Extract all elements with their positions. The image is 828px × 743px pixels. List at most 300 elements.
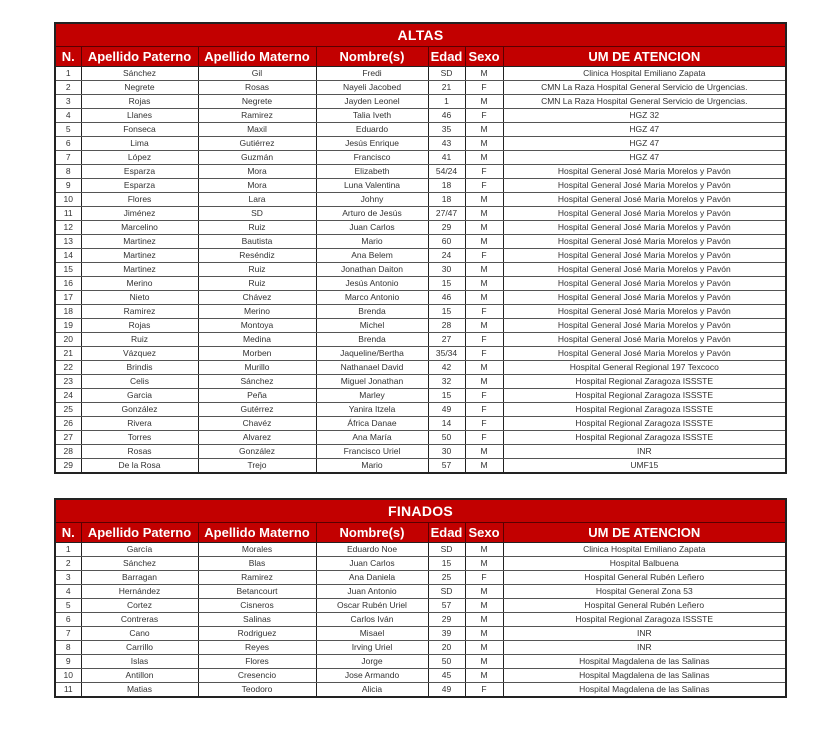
cell-edad: 60 bbox=[428, 235, 465, 249]
cell-row-number: 19 bbox=[55, 319, 81, 333]
cell-um-de-atencion: Clinica Hospital Emiliano Zapata bbox=[503, 543, 786, 557]
cell-apellido-materno: Gil bbox=[198, 67, 316, 81]
cell-sexo: M bbox=[465, 585, 503, 599]
cell-edad: 57 bbox=[428, 459, 465, 474]
cell-edad: 15 bbox=[428, 277, 465, 291]
table-row bbox=[55, 571, 786, 585]
cell-sexo: M bbox=[465, 67, 503, 81]
cell-edad: 49 bbox=[428, 683, 465, 698]
cell-um-de-atencion: Hospital General José Maria Morelos y Pavón bbox=[503, 207, 786, 221]
table-row bbox=[55, 655, 786, 669]
cell-nombre: Miguel Jonathan bbox=[316, 375, 428, 389]
cell-edad: 28 bbox=[428, 319, 465, 333]
cell-um-de-atencion: Hospital General José Maria Morelos y Pavón bbox=[503, 347, 786, 361]
cell-nombre: Nayeli Jacobed bbox=[316, 81, 428, 95]
cell-edad: 46 bbox=[428, 291, 465, 305]
table-row bbox=[55, 347, 786, 361]
cell-row-number: 4 bbox=[55, 109, 81, 123]
cell-apellido-paterno: Rojas bbox=[81, 95, 198, 109]
cell-row-number: 5 bbox=[55, 599, 81, 613]
cell-apellido-paterno: Martinez bbox=[81, 249, 198, 263]
cell-edad: 54/24 bbox=[428, 165, 465, 179]
cell-apellido-paterno: Matias bbox=[81, 683, 198, 698]
cell-apellido-paterno: Antillon bbox=[81, 669, 198, 683]
cell-um-de-atencion: Hospital Regional Zaragoza ISSSTE bbox=[503, 431, 786, 445]
cell-um-de-atencion: Hospital General Rubén Leñero bbox=[503, 571, 786, 585]
cell-um-de-atencion: Hospital Balbuena bbox=[503, 557, 786, 571]
column-header-apellido-materno: Apellido Materno bbox=[198, 523, 316, 543]
column-header-sexo: Sexo bbox=[465, 47, 503, 67]
cell-um-de-atencion: Clinica Hospital Emiliano Zapata bbox=[503, 67, 786, 81]
table-row bbox=[55, 291, 786, 305]
cell-sexo: F bbox=[465, 81, 503, 95]
cell-nombre: Juan Carlos bbox=[316, 557, 428, 571]
cell-nombre: Elizabeth bbox=[316, 165, 428, 179]
cell-nombre: Jonathan Daiton bbox=[316, 263, 428, 277]
cell-sexo: M bbox=[465, 193, 503, 207]
altas-table bbox=[54, 22, 787, 474]
column-header-edad: Edad bbox=[428, 523, 465, 543]
cell-apellido-paterno: Islas bbox=[81, 655, 198, 669]
cell-apellido-materno: Trejo bbox=[198, 459, 316, 474]
cell-nombre: Mario bbox=[316, 459, 428, 474]
table-row bbox=[55, 263, 786, 277]
cell-row-number: 14 bbox=[55, 249, 81, 263]
column-header-row-number: N. bbox=[55, 47, 81, 67]
table-row bbox=[55, 543, 786, 557]
cell-apellido-paterno: Garcia bbox=[81, 389, 198, 403]
cell-apellido-paterno: Carrillo bbox=[81, 641, 198, 655]
cell-um-de-atencion: Hospital General José Maria Morelos y Pavón bbox=[503, 319, 786, 333]
table-row bbox=[55, 165, 786, 179]
cell-apellido-materno: Gutiérrez bbox=[198, 137, 316, 151]
cell-apellido-paterno: Sánchez bbox=[81, 557, 198, 571]
cell-row-number: 22 bbox=[55, 361, 81, 375]
cell-row-number: 28 bbox=[55, 445, 81, 459]
cell-sexo: F bbox=[465, 389, 503, 403]
cell-apellido-paterno: De la Rosa bbox=[81, 459, 198, 474]
table-row bbox=[55, 557, 786, 571]
cell-nombre: Mario bbox=[316, 235, 428, 249]
cell-nombre: Michel bbox=[316, 319, 428, 333]
column-header-row-number: N. bbox=[55, 523, 81, 543]
cell-apellido-paterno: Rosas bbox=[81, 445, 198, 459]
cell-um-de-atencion: Hospital General José Maria Morelos y Pavón bbox=[503, 277, 786, 291]
altas-body bbox=[55, 67, 786, 474]
cell-row-number: 1 bbox=[55, 543, 81, 557]
cell-row-number: 3 bbox=[55, 95, 81, 109]
cell-um-de-atencion: Hospital General José Maria Morelos y Pavón bbox=[503, 221, 786, 235]
cell-edad: 50 bbox=[428, 655, 465, 669]
cell-apellido-paterno: Llanes bbox=[81, 109, 198, 123]
table-row bbox=[55, 305, 786, 319]
table-row bbox=[55, 375, 786, 389]
cell-apellido-materno: Morben bbox=[198, 347, 316, 361]
cell-apellido-materno: Flores bbox=[198, 655, 316, 669]
cell-edad: SD bbox=[428, 543, 465, 557]
cell-edad: 50 bbox=[428, 431, 465, 445]
cell-apellido-materno: Peña bbox=[198, 389, 316, 403]
cell-um-de-atencion: Hospital Regional Zaragoza ISSSTE bbox=[503, 417, 786, 431]
table-row bbox=[55, 627, 786, 641]
cell-row-number: 29 bbox=[55, 459, 81, 474]
cell-apellido-paterno: Fonseca bbox=[81, 123, 198, 137]
cell-nombre: Jesús Antonio bbox=[316, 277, 428, 291]
cell-apellido-materno: Medina bbox=[198, 333, 316, 347]
cell-nombre: Eduardo bbox=[316, 123, 428, 137]
table-row bbox=[55, 179, 786, 193]
cell-apellido-paterno: García bbox=[81, 543, 198, 557]
cell-sexo: M bbox=[465, 655, 503, 669]
cell-um-de-atencion: CMN La Raza Hospital General Servicio de Urgencias. bbox=[503, 95, 786, 109]
cell-apellido-paterno: Sánchez bbox=[81, 67, 198, 81]
cell-um-de-atencion: Hospital General Zona 53 bbox=[503, 585, 786, 599]
altas-header-row bbox=[55, 47, 786, 67]
cell-apellido-paterno: Rojas bbox=[81, 319, 198, 333]
cell-nombre: Jorge bbox=[316, 655, 428, 669]
finados-table bbox=[54, 498, 787, 698]
cell-sexo: F bbox=[465, 249, 503, 263]
cell-edad: 39 bbox=[428, 627, 465, 641]
cell-apellido-paterno: González bbox=[81, 403, 198, 417]
cell-row-number: 4 bbox=[55, 585, 81, 599]
cell-apellido-paterno: Brindis bbox=[81, 361, 198, 375]
cell-sexo: M bbox=[465, 599, 503, 613]
cell-edad: 24 bbox=[428, 249, 465, 263]
cell-um-de-atencion: Hospital Magdalena de las Salinas bbox=[503, 669, 786, 683]
cell-row-number: 2 bbox=[55, 557, 81, 571]
table-row bbox=[55, 403, 786, 417]
table-row bbox=[55, 389, 786, 403]
cell-nombre: Luna Valentina bbox=[316, 179, 428, 193]
cell-nombre: Jesús Enrique bbox=[316, 137, 428, 151]
cell-apellido-materno: Morales bbox=[198, 543, 316, 557]
column-header-um-de-atencion: UM DE ATENCION bbox=[503, 523, 786, 543]
cell-sexo: F bbox=[465, 165, 503, 179]
cell-nombre: Francisco bbox=[316, 151, 428, 165]
cell-apellido-materno: Reséndiz bbox=[198, 249, 316, 263]
cell-sexo: F bbox=[465, 109, 503, 123]
cell-um-de-atencion: Hospital Regional Zaragoza ISSSTE bbox=[503, 613, 786, 627]
cell-nombre: Fredi bbox=[316, 67, 428, 81]
cell-edad: 1 bbox=[428, 95, 465, 109]
cell-sexo: M bbox=[465, 627, 503, 641]
table-row bbox=[55, 613, 786, 627]
table-row bbox=[55, 249, 786, 263]
cell-row-number: 5 bbox=[55, 123, 81, 137]
cell-apellido-paterno: Merino bbox=[81, 277, 198, 291]
cell-nombre: Alicia bbox=[316, 683, 428, 698]
cell-um-de-atencion: UMF15 bbox=[630, 460, 659, 470]
cell-apellido-materno: Guzmán bbox=[198, 151, 316, 165]
cell-apellido-paterno: Jiménez bbox=[81, 207, 198, 221]
column-header-um-de-atencion: UM DE ATENCION bbox=[503, 47, 786, 67]
cell-row-number: 15 bbox=[55, 263, 81, 277]
table-row bbox=[55, 417, 786, 431]
cell-sexo: M bbox=[465, 291, 503, 305]
cell-row-number: 12 bbox=[55, 221, 81, 235]
cell-apellido-paterno: Hernández bbox=[81, 585, 198, 599]
cell-sexo: M bbox=[465, 361, 503, 375]
cell-sexo: F bbox=[465, 417, 503, 431]
cell-apellido-materno: Mora bbox=[198, 165, 316, 179]
table-row bbox=[55, 333, 786, 347]
table-row bbox=[55, 641, 786, 655]
cell-um-de-atencion: Hospital General José Maria Morelos y Pavón bbox=[503, 249, 786, 263]
cell-nombre: Jaqueline/Bertha bbox=[316, 347, 428, 361]
cell-apellido-materno: Ruiz bbox=[198, 263, 316, 277]
cell-apellido-materno: Negrete bbox=[198, 95, 316, 109]
table-row bbox=[55, 277, 786, 291]
cell-apellido-paterno: Nieto bbox=[81, 291, 198, 305]
cell-apellido-materno: Alvarez bbox=[198, 431, 316, 445]
cell-row-number: 26 bbox=[55, 417, 81, 431]
cell-edad: 18 bbox=[428, 193, 465, 207]
cell-apellido-paterno: Lima bbox=[81, 137, 198, 151]
cell-nombre: Misael bbox=[316, 627, 428, 641]
cell-row-number: 9 bbox=[55, 179, 81, 193]
cell-sexo: M bbox=[465, 319, 503, 333]
cell-apellido-materno: SD bbox=[198, 207, 316, 221]
cell-edad: 27 bbox=[428, 333, 465, 347]
cell-sexo: M bbox=[465, 151, 503, 165]
cell-apellido-paterno: Barragan bbox=[81, 571, 198, 585]
cell-apellido-paterno: Ramirez bbox=[81, 305, 198, 319]
cell-um-de-atencion: Hospital General José Maria Morelos y Pavón bbox=[503, 235, 786, 249]
cell-row-number: 13 bbox=[55, 235, 81, 249]
cell-um-de-atencion: Hospital Magdalena de las Salinas bbox=[579, 684, 710, 694]
cell-nombre: África Danae bbox=[316, 417, 428, 431]
cell-sexo: M bbox=[465, 557, 503, 571]
cell-apellido-materno: Ramirez bbox=[198, 109, 316, 123]
cell-um-de-atencion: Hospital General Rubén Leñero bbox=[503, 599, 786, 613]
cell-apellido-materno: Blas bbox=[198, 557, 316, 571]
cell-edad: 41 bbox=[428, 151, 465, 165]
cell-apellido-paterno: Contreras bbox=[81, 613, 198, 627]
cell-apellido-materno: Cisneros bbox=[198, 599, 316, 613]
cell-edad: 14 bbox=[428, 417, 465, 431]
cell-sexo: M bbox=[465, 263, 503, 277]
cell-nombre: Jose Armando bbox=[316, 669, 428, 683]
cell-apellido-materno: Ramirez bbox=[198, 571, 316, 585]
cell-sexo: M bbox=[465, 221, 503, 235]
table-row bbox=[55, 123, 786, 137]
cell-edad: 25 bbox=[428, 571, 465, 585]
cell-apellido-materno: Cresencio bbox=[198, 669, 316, 683]
cell-nombre: Yanira Itzela bbox=[316, 403, 428, 417]
table-row bbox=[55, 235, 786, 249]
cell-sexo: F bbox=[465, 305, 503, 319]
cell-um-de-atencion: HGZ 47 bbox=[503, 137, 786, 151]
cell-nombre: Talia Iveth bbox=[316, 109, 428, 123]
table-row bbox=[55, 361, 786, 375]
cell-nombre: Juan Antonio bbox=[316, 585, 428, 599]
cell-um-de-atencion: Hospital General José Maria Morelos y Pavón bbox=[503, 193, 786, 207]
cell-sexo: M bbox=[465, 95, 503, 109]
cell-row-number: 6 bbox=[55, 137, 81, 151]
cell-um-de-atencion: Hospital General José Maria Morelos y Pavón bbox=[503, 291, 786, 305]
cell-edad: 29 bbox=[428, 613, 465, 627]
cell-apellido-paterno: Rivera bbox=[81, 417, 198, 431]
cell-apellido-materno: Mora bbox=[198, 179, 316, 193]
cell-um-de-atencion: INR bbox=[503, 641, 786, 655]
cell-apellido-paterno: Cano bbox=[81, 627, 198, 641]
cell-edad: 45 bbox=[428, 669, 465, 683]
cell-apellido-paterno: Esparza bbox=[81, 165, 198, 179]
cell-sexo: M bbox=[465, 543, 503, 557]
table-row bbox=[55, 67, 786, 81]
cell-row-number: 23 bbox=[55, 375, 81, 389]
cell-edad: 21 bbox=[428, 81, 465, 95]
table-row bbox=[55, 585, 786, 599]
cell-apellido-paterno: Martinez bbox=[81, 235, 198, 249]
cell-apellido-paterno: Cortez bbox=[81, 599, 198, 613]
cell-um-de-atencion: HGZ 47 bbox=[503, 151, 786, 165]
cell-edad: 15 bbox=[428, 305, 465, 319]
cell-sexo: M bbox=[465, 445, 503, 459]
cell-row-number: 27 bbox=[55, 431, 81, 445]
cell-nombre: Ana Daniela bbox=[316, 571, 428, 585]
column-header-apellido-paterno: Apellido Paterno bbox=[81, 47, 198, 67]
cell-row-number: 11 bbox=[55, 207, 81, 221]
cell-um-de-atencion: Hospital Regional Zaragoza ISSSTE bbox=[503, 403, 786, 417]
cell-apellido-materno: Rodriguez bbox=[198, 627, 316, 641]
table-row bbox=[55, 319, 786, 333]
finados-title: FINADOS bbox=[55, 499, 786, 523]
cell-nombre: Irving Uriel bbox=[316, 641, 428, 655]
cell-apellido-materno: Salinas bbox=[198, 613, 316, 627]
cell-apellido-materno: Murillo bbox=[198, 361, 316, 375]
cell-nombre: Marley bbox=[316, 389, 428, 403]
cell-edad: 35/34 bbox=[428, 347, 465, 361]
cell-sexo: F bbox=[465, 179, 503, 193]
cell-row-number: 8 bbox=[55, 641, 81, 655]
cell-nombre: Juan Carlos bbox=[316, 221, 428, 235]
cell-apellido-paterno: Martinez bbox=[81, 263, 198, 277]
cell-apellido-materno: Ruiz bbox=[198, 221, 316, 235]
table-row bbox=[55, 109, 786, 123]
cell-sexo: M bbox=[465, 235, 503, 249]
cell-apellido-paterno: Negrete bbox=[81, 81, 198, 95]
cell-sexo: M bbox=[465, 277, 503, 291]
table-row bbox=[55, 95, 786, 109]
cell-edad: 15 bbox=[428, 389, 465, 403]
table-row bbox=[55, 193, 786, 207]
cell-um-de-atencion: Hospital General José Maria Morelos y Pavón bbox=[503, 179, 786, 193]
cell-apellido-materno: Merino bbox=[198, 305, 316, 319]
cell-sexo: F bbox=[465, 431, 503, 445]
cell-apellido-paterno: López bbox=[81, 151, 198, 165]
cell-row-number: 2 bbox=[55, 81, 81, 95]
cell-um-de-atencion: Hospital Regional Zaragoza ISSSTE bbox=[503, 375, 786, 389]
cell-edad: 27/47 bbox=[428, 207, 465, 221]
cell-sexo: M bbox=[465, 137, 503, 151]
cell-apellido-materno: Reyes bbox=[198, 641, 316, 655]
cell-sexo: F bbox=[465, 333, 503, 347]
table-row bbox=[55, 459, 786, 474]
cell-nombre: Ana Belem bbox=[316, 249, 428, 263]
column-header-sexo: Sexo bbox=[465, 523, 503, 543]
cell-row-number: 9 bbox=[55, 655, 81, 669]
cell-row-number: 10 bbox=[55, 669, 81, 683]
table-row bbox=[55, 669, 786, 683]
cell-sexo: M bbox=[465, 669, 503, 683]
cell-row-number: 17 bbox=[55, 291, 81, 305]
cell-row-number: 6 bbox=[55, 613, 81, 627]
cell-um-de-atencion: INR bbox=[503, 445, 786, 459]
cell-nombre: Nathanael David bbox=[316, 361, 428, 375]
cell-apellido-paterno: Celis bbox=[81, 375, 198, 389]
table-row bbox=[55, 445, 786, 459]
cell-nombre: Brenda bbox=[316, 305, 428, 319]
altas-title: ALTAS bbox=[55, 23, 786, 47]
cell-nombre: Arturo de Jesús bbox=[316, 207, 428, 221]
cell-edad: 35 bbox=[428, 123, 465, 137]
cell-um-de-atencion: INR bbox=[503, 627, 786, 641]
cell-um-de-atencion: Hospital General José Maria Morelos y Pavón bbox=[503, 263, 786, 277]
cell-apellido-materno: Teodoro bbox=[198, 683, 316, 698]
cell-um-de-atencion: Hospital General José Maria Morelos y Pavón bbox=[503, 333, 786, 347]
cell-apellido-materno: González bbox=[198, 445, 316, 459]
cell-row-number: 7 bbox=[55, 627, 81, 641]
cell-edad: SD bbox=[428, 67, 465, 81]
cell-apellido-paterno: Marcelino bbox=[81, 221, 198, 235]
cell-edad: 42 bbox=[428, 361, 465, 375]
table-row bbox=[55, 599, 786, 613]
finados-body bbox=[55, 543, 786, 698]
cell-apellido-materno: Gutérrez bbox=[198, 403, 316, 417]
cell-apellido-materno: Ruiz bbox=[198, 277, 316, 291]
cell-edad: 46 bbox=[428, 109, 465, 123]
cell-nombre: Francisco Uriel bbox=[316, 445, 428, 459]
cell-row-number: 8 bbox=[55, 165, 81, 179]
cell-nombre: Johny bbox=[316, 193, 428, 207]
cell-apellido-paterno: Vázquez bbox=[81, 347, 198, 361]
table-row bbox=[55, 221, 786, 235]
cell-edad: 15 bbox=[428, 557, 465, 571]
cell-edad: 30 bbox=[428, 263, 465, 277]
table-row bbox=[55, 137, 786, 151]
cell-edad: 32 bbox=[428, 375, 465, 389]
cell-apellido-paterno: Ruiz bbox=[81, 333, 198, 347]
cell-nombre: Brenda bbox=[316, 333, 428, 347]
cell-edad: 30 bbox=[428, 445, 465, 459]
cell-row-number: 1 bbox=[55, 67, 81, 81]
cell-sexo: F bbox=[465, 347, 503, 361]
table-row bbox=[55, 151, 786, 165]
cell-row-number: 3 bbox=[55, 571, 81, 585]
cell-um-de-atencion: Hospital General Regional 197 Texcoco bbox=[503, 361, 786, 375]
cell-um-de-atencion: Hospital General José Maria Morelos y Pavón bbox=[503, 165, 786, 179]
cell-row-number: 10 bbox=[55, 193, 81, 207]
cell-edad: 29 bbox=[428, 221, 465, 235]
column-header-apellido-paterno: Apellido Paterno bbox=[81, 523, 198, 543]
column-header-edad: Edad bbox=[428, 47, 465, 67]
cell-sexo: M bbox=[465, 613, 503, 627]
cell-edad: 18 bbox=[428, 179, 465, 193]
cell-apellido-materno: Rosas bbox=[198, 81, 316, 95]
cell-nombre: Ana María bbox=[316, 431, 428, 445]
cell-edad: 57 bbox=[428, 599, 465, 613]
cell-row-number: 20 bbox=[55, 333, 81, 347]
cell-edad: 43 bbox=[428, 137, 465, 151]
cell-nombre: Jayden Leonel bbox=[316, 95, 428, 109]
cell-row-number: 21 bbox=[55, 347, 81, 361]
cell-um-de-atencion: HGZ 47 bbox=[503, 123, 786, 137]
cell-apellido-materno: Maxil bbox=[198, 123, 316, 137]
column-header-nombre: Nombre(s) bbox=[316, 47, 428, 67]
cell-row-number: 24 bbox=[55, 389, 81, 403]
